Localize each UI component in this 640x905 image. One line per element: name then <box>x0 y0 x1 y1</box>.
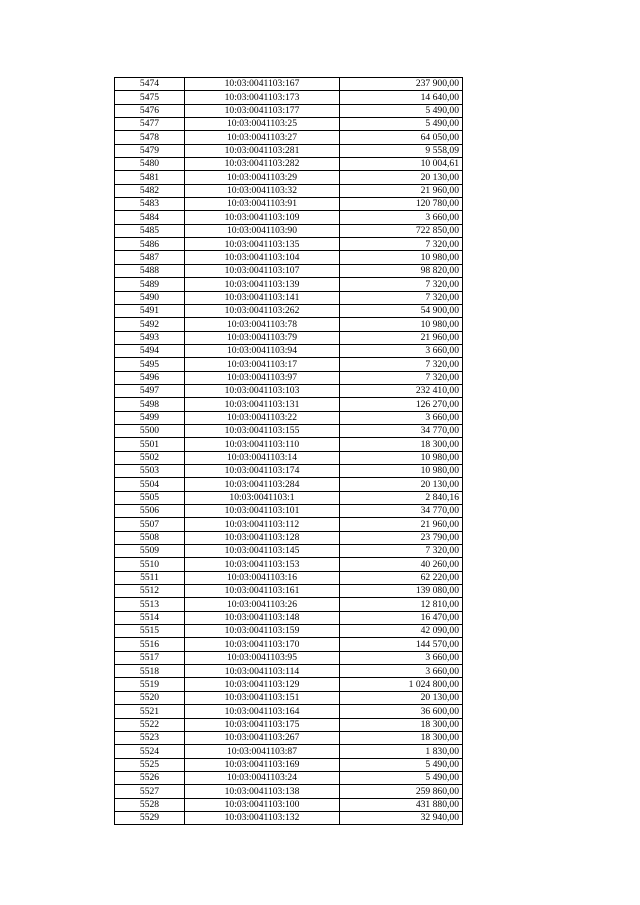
table-row <box>115 224 463 237</box>
table-row <box>115 611 463 624</box>
cadastral-number-cell: 10:03:0041103:135 <box>185 238 340 251</box>
cadastral-number-cell: 10:03:0041103:14 <box>185 451 340 464</box>
cadastral-number-cell: 10:03:0041103:109 <box>185 211 340 224</box>
cadastral-number-cell: 10:03:0041103:24 <box>185 771 340 784</box>
cadastral-number-cell: 10:03:0041103:114 <box>185 665 340 678</box>
row-number-cell: 5505 <box>115 491 185 504</box>
cadastral-value-cell: 7 320,00 <box>340 238 463 251</box>
cadastral-value-cell: 34 770,00 <box>340 505 463 518</box>
cadastral-number-cell: 10:03:0041103:167 <box>185 78 340 91</box>
cadastral-value-cell: 120 780,00 <box>340 198 463 211</box>
row-number-cell: 5489 <box>115 278 185 291</box>
cadastral-number-cell: 10:03:0041103:159 <box>185 625 340 638</box>
table-row <box>115 491 463 504</box>
cadastral-number-cell: 10:03:0041103:79 <box>185 331 340 344</box>
cadastral-number-cell: 10:03:0041103:78 <box>185 318 340 331</box>
row-number-cell: 5529 <box>115 811 185 824</box>
cadastral-value-cell: 7 320,00 <box>340 358 463 371</box>
row-number-cell: 5527 <box>115 785 185 798</box>
table-row <box>115 411 463 424</box>
cadastral-value-cell: 144 570,00 <box>340 638 463 651</box>
cadastral-number-cell: 10:03:0041103:22 <box>185 411 340 424</box>
cadastral-value-cell: 40 260,00 <box>340 558 463 571</box>
row-number-cell: 5516 <box>115 638 185 651</box>
cadastral-value-cell: 5 490,00 <box>340 771 463 784</box>
row-number-cell: 5520 <box>115 691 185 704</box>
table-row <box>115 705 463 718</box>
cadastral-value-cell: 54 900,00 <box>340 304 463 317</box>
cadastral-value-cell: 3 660,00 <box>340 665 463 678</box>
table-row <box>115 558 463 571</box>
cadastral-number-cell: 10:03:0041103:129 <box>185 678 340 691</box>
table-row <box>115 758 463 771</box>
cadastral-value-cell: 7 320,00 <box>340 278 463 291</box>
row-number-cell: 5518 <box>115 665 185 678</box>
row-number-cell: 5522 <box>115 718 185 731</box>
cadastral-value-cell: 237 900,00 <box>340 78 463 91</box>
row-number-cell: 5511 <box>115 571 185 584</box>
cadastral-value-cell: 5 490,00 <box>340 758 463 771</box>
cadastral-number-cell: 10:03:0041103:132 <box>185 811 340 824</box>
row-number-cell: 5481 <box>115 171 185 184</box>
cadastral-value-cell: 20 130,00 <box>340 691 463 704</box>
cadastral-number-cell: 10:03:0041103:110 <box>185 438 340 451</box>
cadastral-value-cell: 12 810,00 <box>340 598 463 611</box>
row-number-cell: 5502 <box>115 451 185 464</box>
table-row <box>115 144 463 157</box>
table-row <box>115 344 463 357</box>
cadastral-value-cell: 14 640,00 <box>340 91 463 104</box>
row-number-cell: 5521 <box>115 705 185 718</box>
cadastral-value-cell: 139 080,00 <box>340 585 463 598</box>
cadastral-number-cell: 10:03:0041103:94 <box>185 344 340 357</box>
cadastral-value-table <box>114 77 463 825</box>
table-row <box>115 625 463 638</box>
table-row <box>115 571 463 584</box>
table-row <box>115 424 463 437</box>
row-number-cell: 5515 <box>115 625 185 638</box>
row-number-cell: 5484 <box>115 211 185 224</box>
cadastral-number-cell: 10:03:0041103:175 <box>185 718 340 731</box>
cadastral-value-cell: 18 300,00 <box>340 718 463 731</box>
cadastral-number-cell: 10:03:0041103:128 <box>185 531 340 544</box>
cadastral-number-cell: 10:03:0041103:32 <box>185 184 340 197</box>
cadastral-number-cell: 10:03:0041103:97 <box>185 371 340 384</box>
table-row <box>115 264 463 277</box>
table-row <box>115 798 463 811</box>
table-row <box>115 598 463 611</box>
cadastral-number-cell: 10:03:0041103:87 <box>185 745 340 758</box>
table-row <box>115 171 463 184</box>
row-number-cell: 5487 <box>115 251 185 264</box>
table-row <box>115 785 463 798</box>
cadastral-value-cell: 722 850,00 <box>340 224 463 237</box>
row-number-cell: 5492 <box>115 318 185 331</box>
cadastral-number-cell: 10:03:0041103:103 <box>185 384 340 397</box>
table-row <box>115 518 463 531</box>
row-number-cell: 5485 <box>115 224 185 237</box>
cadastral-value-cell: 18 300,00 <box>340 731 463 744</box>
cadastral-value-cell: 7 320,00 <box>340 291 463 304</box>
cadastral-number-cell: 10:03:0041103:29 <box>185 171 340 184</box>
cadastral-value-cell: 21 960,00 <box>340 331 463 344</box>
cadastral-number-cell: 10:03:0041103:131 <box>185 398 340 411</box>
cadastral-number-cell: 10:03:0041103:262 <box>185 304 340 317</box>
table-row <box>115 291 463 304</box>
table-row <box>115 211 463 224</box>
table-row <box>115 638 463 651</box>
cadastral-number-cell: 10:03:0041103:104 <box>185 251 340 264</box>
table-row <box>115 91 463 104</box>
cadastral-number-cell: 10:03:0041103:155 <box>185 424 340 437</box>
row-number-cell: 5477 <box>115 118 185 131</box>
row-number-cell: 5517 <box>115 651 185 664</box>
cadastral-value-cell: 32 940,00 <box>340 811 463 824</box>
table-row <box>115 478 463 491</box>
cadastral-number-cell: 10:03:0041103:16 <box>185 571 340 584</box>
table-row <box>115 198 463 211</box>
row-number-cell: 5504 <box>115 478 185 491</box>
cadastral-value-cell: 10 980,00 <box>340 318 463 331</box>
table-row <box>115 545 463 558</box>
cadastral-value-cell: 7 320,00 <box>340 545 463 558</box>
cadastral-number-cell: 10:03:0041103:161 <box>185 585 340 598</box>
cadastral-value-cell: 10 980,00 <box>340 451 463 464</box>
cadastral-number-cell: 10:03:0041103:281 <box>185 144 340 157</box>
cadastral-value-cell: 34 770,00 <box>340 424 463 437</box>
table-row <box>115 718 463 731</box>
cadastral-number-cell: 10:03:0041103:169 <box>185 758 340 771</box>
table-row <box>115 384 463 397</box>
row-number-cell: 5474 <box>115 78 185 91</box>
cadastral-value-cell: 10 004,61 <box>340 158 463 171</box>
row-number-cell: 5528 <box>115 798 185 811</box>
cadastral-value-cell: 431 880,00 <box>340 798 463 811</box>
cadastral-value-cell: 10 980,00 <box>340 251 463 264</box>
row-number-cell: 5475 <box>115 91 185 104</box>
cadastral-number-cell: 10:03:0041103:25 <box>185 118 340 131</box>
row-number-cell: 5488 <box>115 264 185 277</box>
cadastral-value-cell: 232 410,00 <box>340 384 463 397</box>
row-number-cell: 5497 <box>115 384 185 397</box>
cadastral-number-cell: 10:03:0041103:90 <box>185 224 340 237</box>
row-number-cell: 5483 <box>115 198 185 211</box>
cadastral-number-cell: 10:03:0041103:139 <box>185 278 340 291</box>
row-number-cell: 5496 <box>115 371 185 384</box>
row-number-cell: 5512 <box>115 585 185 598</box>
table-row <box>115 104 463 117</box>
cadastral-number-cell: 10:03:0041103:101 <box>185 505 340 518</box>
table-row <box>115 371 463 384</box>
cadastral-value-cell: 42 090,00 <box>340 625 463 638</box>
table-row <box>115 131 463 144</box>
cadastral-value-cell: 5 490,00 <box>340 118 463 131</box>
cadastral-number-cell: 10:03:0041103:1 <box>185 491 340 504</box>
row-number-cell: 5506 <box>115 505 185 518</box>
cadastral-number-cell: 10:03:0041103:26 <box>185 598 340 611</box>
cadastral-number-cell: 10:03:0041103:153 <box>185 558 340 571</box>
table-row <box>115 691 463 704</box>
cadastral-value-cell: 62 220,00 <box>340 571 463 584</box>
cadastral-number-cell: 10:03:0041103:177 <box>185 104 340 117</box>
row-number-cell: 5478 <box>115 131 185 144</box>
row-number-cell: 5526 <box>115 771 185 784</box>
cadastral-value-cell: 20 130,00 <box>340 478 463 491</box>
cadastral-value-cell: 20 130,00 <box>340 171 463 184</box>
row-number-cell: 5508 <box>115 531 185 544</box>
cadastral-value-cell: 5 490,00 <box>340 104 463 117</box>
table-row <box>115 678 463 691</box>
cadastral-value-cell: 36 600,00 <box>340 705 463 718</box>
table-body <box>115 78 463 825</box>
cadastral-value-cell: 64 050,00 <box>340 131 463 144</box>
row-number-cell: 5509 <box>115 545 185 558</box>
cadastral-number-cell: 10:03:0041103:112 <box>185 518 340 531</box>
cadastral-value-cell: 98 820,00 <box>340 264 463 277</box>
table-row <box>115 251 463 264</box>
cadastral-number-cell: 10:03:0041103:151 <box>185 691 340 704</box>
row-number-cell: 5507 <box>115 518 185 531</box>
row-number-cell: 5500 <box>115 424 185 437</box>
cadastral-number-cell: 10:03:0041103:107 <box>185 264 340 277</box>
cadastral-value-cell: 18 300,00 <box>340 438 463 451</box>
cadastral-number-cell: 10:03:0041103:170 <box>185 638 340 651</box>
cadastral-number-cell: 10:03:0041103:141 <box>185 291 340 304</box>
row-number-cell: 5482 <box>115 184 185 197</box>
table-row <box>115 304 463 317</box>
cadastral-number-cell: 10:03:0041103:17 <box>185 358 340 371</box>
cadastral-value-cell: 10 980,00 <box>340 464 463 477</box>
table-row <box>115 585 463 598</box>
cadastral-value-cell: 1 024 800,00 <box>340 678 463 691</box>
cadastral-value-cell: 7 320,00 <box>340 371 463 384</box>
cadastral-number-cell: 10:03:0041103:284 <box>185 478 340 491</box>
row-number-cell: 5490 <box>115 291 185 304</box>
row-number-cell: 5523 <box>115 731 185 744</box>
row-number-cell: 5501 <box>115 438 185 451</box>
cadastral-number-cell: 10:03:0041103:100 <box>185 798 340 811</box>
cadastral-value-cell: 259 860,00 <box>340 785 463 798</box>
cadastral-number-cell: 10:03:0041103:267 <box>185 731 340 744</box>
table-row <box>115 745 463 758</box>
cadastral-value-cell: 9 558,09 <box>340 144 463 157</box>
table-row <box>115 318 463 331</box>
table-row <box>115 438 463 451</box>
table-row <box>115 238 463 251</box>
table-row <box>115 78 463 91</box>
table-row <box>115 771 463 784</box>
row-number-cell: 5476 <box>115 104 185 117</box>
row-number-cell: 5499 <box>115 411 185 424</box>
table-row <box>115 451 463 464</box>
row-number-cell: 5479 <box>115 144 185 157</box>
row-number-cell: 5503 <box>115 464 185 477</box>
row-number-cell: 5519 <box>115 678 185 691</box>
table-row <box>115 278 463 291</box>
table-row <box>115 331 463 344</box>
table-row <box>115 358 463 371</box>
cadastral-number-cell: 10:03:0041103:95 <box>185 651 340 664</box>
table-row <box>115 398 463 411</box>
cadastral-value-cell: 1 830,00 <box>340 745 463 758</box>
cadastral-number-cell: 10:03:0041103:148 <box>185 611 340 624</box>
cadastral-number-cell: 10:03:0041103:145 <box>185 545 340 558</box>
cadastral-value-cell: 21 960,00 <box>340 518 463 531</box>
cadastral-value-cell: 2 840,16 <box>340 491 463 504</box>
cadastral-number-cell: 10:03:0041103:91 <box>185 198 340 211</box>
cadastral-value-cell: 23 790,00 <box>340 531 463 544</box>
cadastral-value-cell: 21 960,00 <box>340 184 463 197</box>
table-row <box>115 505 463 518</box>
row-number-cell: 5486 <box>115 238 185 251</box>
row-number-cell: 5493 <box>115 331 185 344</box>
table-row <box>115 118 463 131</box>
row-number-cell: 5495 <box>115 358 185 371</box>
cadastral-number-cell: 10:03:0041103:27 <box>185 131 340 144</box>
row-number-cell: 5491 <box>115 304 185 317</box>
cadastral-value-cell: 16 470,00 <box>340 611 463 624</box>
row-number-cell: 5480 <box>115 158 185 171</box>
table-row <box>115 464 463 477</box>
table-row <box>115 731 463 744</box>
cadastral-value-cell: 3 660,00 <box>340 344 463 357</box>
row-number-cell: 5510 <box>115 558 185 571</box>
cadastral-value-cell: 126 270,00 <box>340 398 463 411</box>
cadastral-number-cell: 10:03:0041103:164 <box>185 705 340 718</box>
row-number-cell: 5525 <box>115 758 185 771</box>
row-number-cell: 5498 <box>115 398 185 411</box>
cadastral-value-cell: 3 660,00 <box>340 211 463 224</box>
table-row <box>115 665 463 678</box>
row-number-cell: 5494 <box>115 344 185 357</box>
table-row <box>115 531 463 544</box>
cadastral-number-cell: 10:03:0041103:173 <box>185 91 340 104</box>
table-row <box>115 811 463 824</box>
row-number-cell: 5513 <box>115 598 185 611</box>
cadastral-value-cell: 3 660,00 <box>340 411 463 424</box>
cadastral-value-cell: 3 660,00 <box>340 651 463 664</box>
table-row <box>115 158 463 171</box>
cadastral-number-cell: 10:03:0041103:174 <box>185 464 340 477</box>
cadastral-number-cell: 10:03:0041103:282 <box>185 158 340 171</box>
cadastral-number-cell: 10:03:0041103:138 <box>185 785 340 798</box>
table-row <box>115 651 463 664</box>
row-number-cell: 5514 <box>115 611 185 624</box>
table-row <box>115 184 463 197</box>
row-number-cell: 5524 <box>115 745 185 758</box>
